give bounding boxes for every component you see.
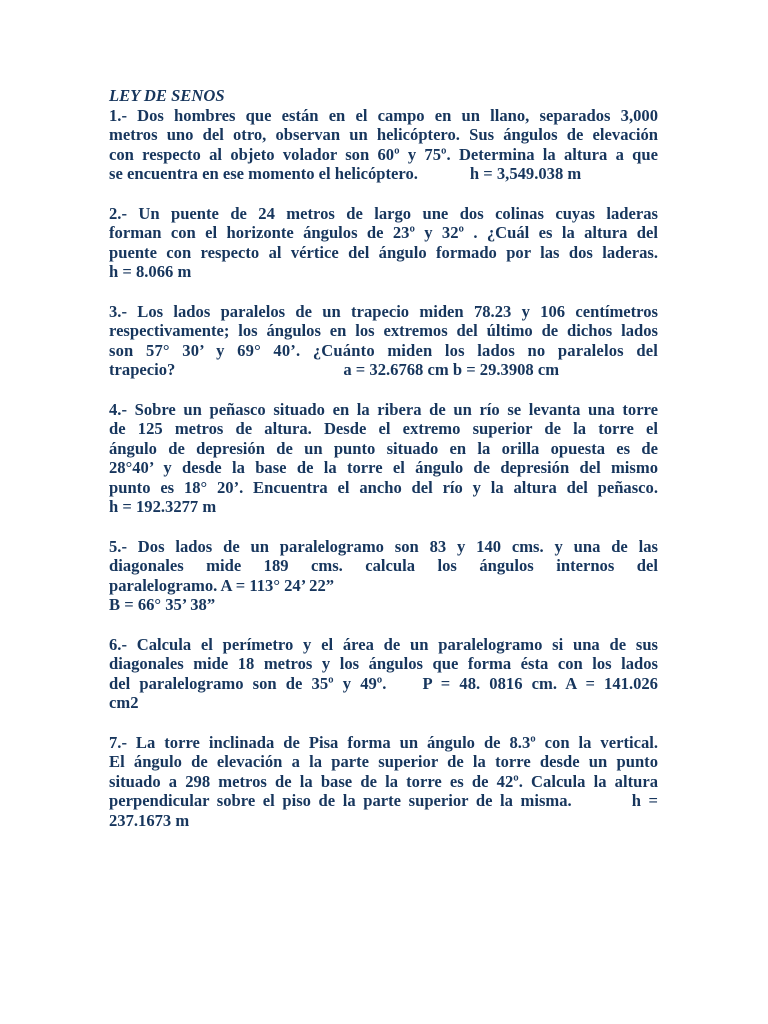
problem-7 xyxy=(109,733,658,831)
problem-5-line-3 xyxy=(109,576,658,596)
problem-3-line-2: respectivamente; los ángulos en los extremos del último de dichos lados xyxy=(109,321,658,341)
problem-4-line-4: 28°40’ y desde la base de la torre el ángulo de depresión del mismo xyxy=(109,458,658,478)
problem-3-line-3: son 57° 30’ y 69° 40’. ¿Cuánto miden los lados no paralelos del xyxy=(109,340,658,360)
problem-4-line-3: ángulo de depresión de un punto situado en la orilla opuesta es de xyxy=(109,438,658,458)
problem-3-line-4-text: trapecio? xyxy=(109,360,176,380)
problem-5-line-3-text: paralelogramo. xyxy=(109,575,218,595)
document-title: LEY DE SENOS xyxy=(109,86,225,105)
problem-7-line-1: 7.- La torre inclinada de Pisa forma un ángulo de 8.3º con la vertical. xyxy=(109,732,658,752)
problem-5-answer-a: A = 113° 24’ 22” xyxy=(220,575,335,595)
problem-4-line-2: de 125 metros de altura. Desde el extremo superior de la torre el xyxy=(109,419,658,439)
problem-4-line-5: punto es 18° 20’. Encuentra el ancho del río y la altura del peñasco. xyxy=(109,477,658,497)
problem-2-answer: h = 8.066 m xyxy=(109,262,192,282)
problem-4-line-1: 4.- Sobre un peñasco situado en la ribera de un río se levanta una torre xyxy=(109,399,658,419)
problem-7-line-4-text: perpendicular sobre el piso de la parte superior de la misma. xyxy=(109,791,572,811)
problem-7-line-3: situado a 298 metros de la base de la torre es de 42º. Calcula la altura xyxy=(109,771,658,791)
problem-3-answer: a = 32.6768 cm b = 29.3908 cm xyxy=(343,360,560,380)
problem-2-line-1: 2.- Un puente de 24 metros de largo une dos colinas cuyas laderas xyxy=(109,203,658,223)
problem-2-line-3: puente con respecto al vértice del ángulo formado por las dos laderas. xyxy=(109,242,658,262)
problem-3 xyxy=(109,302,658,380)
problem-5-line-2: diagonales mide 189 cms. calcula los ángulos internos del xyxy=(109,556,658,576)
problem-1-line-2: metros uno del otro, observan un helicóptero. Sus ángulos de elevación xyxy=(109,125,658,145)
problem-6 xyxy=(109,635,658,713)
problem-6-answer-unit: cm2 xyxy=(109,693,139,713)
problem-6-answer: P = 48. 0816 cm. A = 141.026 xyxy=(422,673,658,693)
problem-1 xyxy=(109,106,658,184)
problem-4-answer: h = 192.3277 m xyxy=(109,497,217,517)
problem-1-answer: h = 3,549.038 m xyxy=(469,164,582,184)
problem-6-line-2: diagonales mide 18 metros y los ángulos que forma ésta con los lados xyxy=(109,654,658,674)
problem-5-answer-b: B = 66° 35’ 38” xyxy=(109,595,216,615)
problem-7-line-2: El ángulo de elevación a la parte superior de la torre desde un punto xyxy=(109,752,658,772)
problem-7-line-4 xyxy=(109,791,658,811)
problem-6-line-3-text: del paralelogramo son de 35º y 49º. xyxy=(109,673,387,693)
problem-7-answer-value: 237.1673 m xyxy=(109,810,190,830)
problem-5-line-1: 5.- Dos lados de un paralelogramo son 83 y 140 cms. y una de las xyxy=(109,536,658,556)
document-page xyxy=(109,86,658,850)
problem-1-line-1: 1.- Dos hombres que están en el campo en un llano, separados 3,000 xyxy=(109,105,658,125)
problem-6-line-1: 6.- Calcula el perímetro y el área de un paralelogramo si una de sus xyxy=(109,634,658,654)
problem-1-line-4-text: se encuentra en ese momento el helicóptero. xyxy=(109,164,418,184)
problem-5 xyxy=(109,537,658,615)
problem-4 xyxy=(109,400,658,518)
problem-1-line-3: con respecto al objeto volador son 60º y 75º. Determina la altura a que xyxy=(109,144,658,164)
problem-2-line-2: forman con el horizonte ángulos de 23º y 32º . ¿Cuál es la altura del xyxy=(109,223,658,243)
problem-7-answer: h = xyxy=(631,791,658,811)
problem-3-line-1: 3.- Los lados paralelos de un trapecio miden 78.23 y 106 centímetros xyxy=(109,301,658,321)
problem-1-line-4 xyxy=(109,164,658,184)
problem-2 xyxy=(109,204,658,282)
problem-3-line-4 xyxy=(109,360,658,380)
problem-6-line-3 xyxy=(109,674,658,694)
